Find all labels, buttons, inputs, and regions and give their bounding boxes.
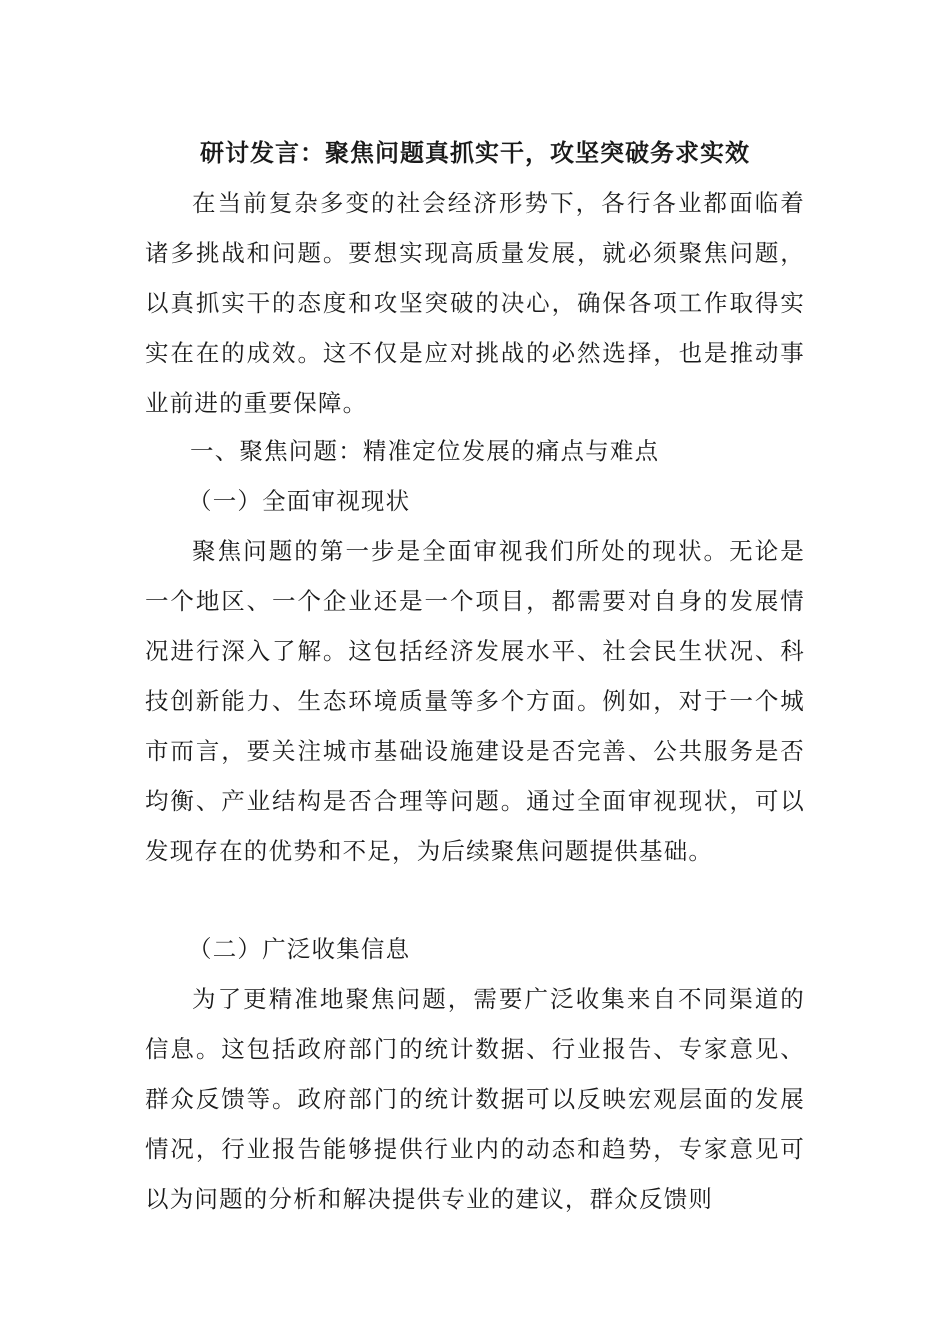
section-heading: 一、聚焦问题：精准定位发展的痛点与难点: [190, 437, 660, 465]
subsection-heading-current-status: （一）全面审视现状: [188, 487, 411, 515]
intro-paragraph: 在当前复杂多变的社会经济形势下，各行各业都面临着诸多挑战和问题。要想实现高质量发展，就必须聚焦问题，以真抓实干的态度和攻坚突破的决心，确保各项工作取得实实在在的成效。这不仅是应对挑战的必然选择，也是推动事业前进的重要保障。: [145, 189, 805, 417]
document-title: 研讨发言：聚焦问题真抓实干，攻坚突破务求实效: [200, 139, 750, 167]
current-status-paragraph: 聚焦问题的第一步是全面审视我们所处的现状。无论是一个地区、一个企业还是一个项目，都需要对自身的发展情况进行深入了解。这包括经济发展水平、社会民生状况、科技创新能力、生态环境质量等多个方面。例如，对于一个城市而言，要关注城市基础设施建设是否完善、公共服务是否均衡、产业结构是否合理等问题。通过全面审视现状，可以发现存在的优势和不足，为后续聚焦问题提供基础。: [145, 537, 805, 865]
subsection-heading-collect-info: （二）广泛收集信息: [188, 935, 411, 963]
collect-info-paragraph: 为了更精准地聚焦问题，需要广泛收集来自不同渠道的信息。这包括政府部门的统计数据、行业报告、专家意见、群众反馈等。政府部门的统计数据可以反映宏观层面的发展情况，行业报告能够提供行业内的动态和趋势，专家意见可以为问题的分析和解决提供专业的建议，群众反馈则: [145, 985, 805, 1213]
